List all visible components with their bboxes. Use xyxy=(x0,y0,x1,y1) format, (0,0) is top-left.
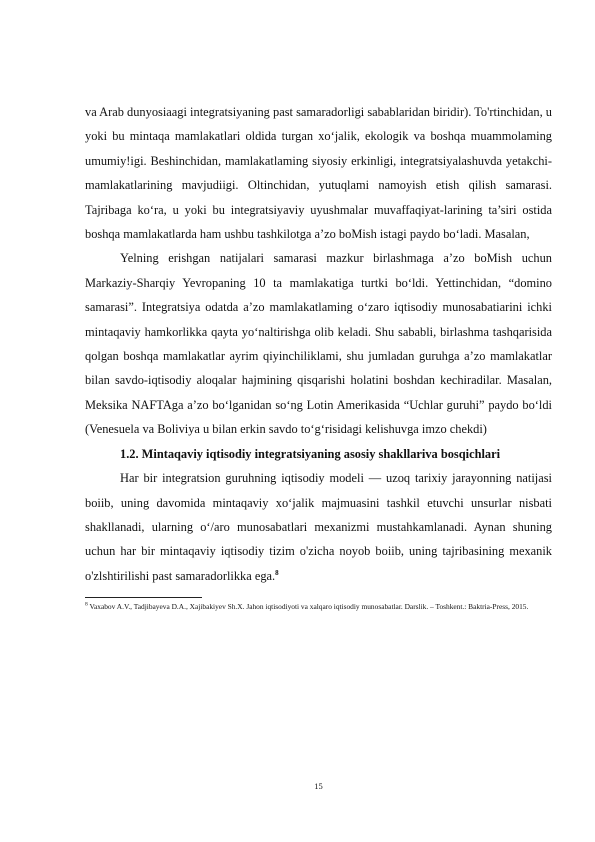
paragraph-1: va Arab dunyosiaagi integratsiyaning past samaradorligi sabablaridan biridir). To'rtinchidan, u yoki bu mintaqa mamlakatlari oldida turgan xo‘jalik, ekologik va boshqa muammolaming umumiy!igi. Beshinchidan, mamlakatlaming siyosiy erkinligi, integratsiyalashuvda yetakchi-mamlakatlarining mavjudiigi. Oltinchidan, yutuqlami namoyish etish qilish samarasi. Tajribaga ko‘ra, u yoki bu integratsiyaviy uyushmalar muvaffaqiyat-larining ta’siri ostida boshqa mamlakatlarda ham ushbu tashkilotga a’zo boMish istagi paydo bo‘ladi. Masalan, xyxy=(85,105,552,242)
footnote-text: Vaxabov A.V., Tadjibayeva D.A., Xajibakiyev Sh.X. Jahon iqtisodiyoti va xalqaro iqtisodiy munosabatlar. Darslik. – Toshkent.: Baktria-Press, 2015. xyxy=(89,602,529,612)
section-paragraph-text: Har bir integratsion guruhning iqtisodiy modeli — uzoq tarixiy jarayonning natijasi boiib, uning davomida mintaqaviy xo‘jalik majmuasini tashkil etuvchi unsurlar nisbati shakllanadi, ularning o‘/aro munosabatlari mexanizmi mustahkamlanadi. Aynan shuning uchun har bir mintaqaviy iqtisodiy tizim o'zicha noyob boiib, uning tajribasining mexanik o'zlshtirilishi past samaradorlikka ega. xyxy=(85,471,552,583)
footnote-reference[interactable]: 8 xyxy=(275,568,279,577)
footnote-number: 8 xyxy=(85,601,88,608)
document-page xyxy=(85,100,552,613)
page-number: 15 xyxy=(314,781,323,791)
paragraph-2: Yelning erishgan natijalari samarasi mazkur birlashmaga a’zo boMish uchun Markaziy-Sharqiy Yevropaning 10 ta mamlakatiga turtki bo‘ldi. Yettinchidan, “domino samarasi”. Integratsiya odatda a’zo mamlakatlaming o‘zaro iqtisodiy munosabatiarini ichki mintaqaviy hamkorlikka qayta yo‘naltirishga olib keladi. Shu sababli, birlashma tashqarisida qolgan boshqa mamlakatlar ayrim qiyinchiliklami, shu jumladan guruhga a’zo mamlakatlar bilan savdo-iqtisodiy aloqalar hajmining qisqarishi holatini boshdan kechiradilar. Masalan, Meksika NAFTAga a’zo bo‘lganidan so‘ng Lotin Amerikasida “Uchlar guruhi” paydo bo‘ldi (Venesuela va Boliviya u bilan erkin savdo to‘g‘risidagi kelishuvga imzo chekdi) xyxy=(85,251,552,437)
footnote xyxy=(85,602,552,613)
footnote-divider xyxy=(85,597,202,598)
section-heading: 1.2. Mintaqaviy iqtisodiy integratsiyaning asosiy shakllariva bosqichlari xyxy=(120,446,501,461)
section-paragraph xyxy=(85,466,552,588)
